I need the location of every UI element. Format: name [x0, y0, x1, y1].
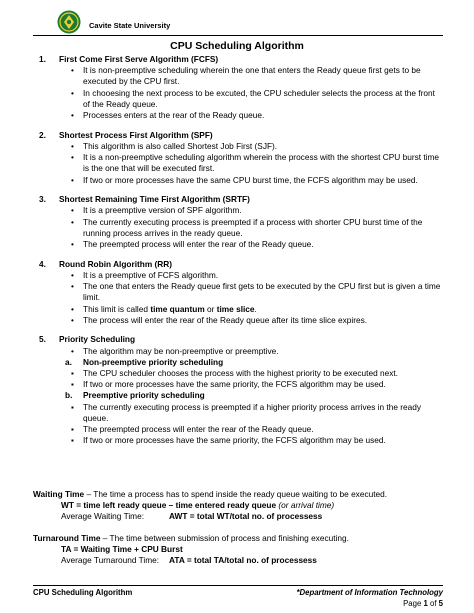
- bullet-item: • This algorithm is also called Shortest Job First (SJF).: [83, 141, 443, 152]
- section-priority: [33, 334, 443, 446]
- bullet-item: • It is a preemptive of FCFS algorithm.: [83, 270, 443, 281]
- bullet-item: • In chooesing the next process to be excuted, the CPU scheduler selects the process at the front of the Ready queue.: [83, 88, 443, 110]
- section-rr: [33, 259, 443, 326]
- turnaround-time-definition: Turnaround Time – The time between submission of process and finishing executing.: [33, 532, 349, 543]
- bullet-item: • Processes enters at the rear of the Ready queue.: [83, 110, 443, 121]
- term-time-slice: time slice: [216, 303, 255, 314]
- university-name: Cavite State University: [89, 21, 171, 30]
- section-heading: Priority Scheduling: [59, 334, 136, 345]
- bullet-item: • It is a non-preemptive scheduling algorithm wherein the process with the shortest CPU burst time is the one that will be executed first.: [83, 152, 443, 174]
- section-fcfs: [33, 54, 443, 121]
- term-time-quantum: time quantum: [150, 303, 205, 314]
- section-heading: Shortest Process First Algorithm (SPF): [59, 129, 213, 140]
- square-bullet-item: ▪ If two or more processes have the same priority, the FCFS algorithm may be used.: [83, 435, 443, 446]
- subsection-letter: b.: [65, 390, 73, 401]
- section-heading: First Come First Serve Algorithm (FCFS): [59, 54, 219, 64]
- subsection-preemptive: [65, 390, 443, 446]
- section-heading: Shortest Remaining Time First Algorithm (SRTF): [59, 194, 250, 205]
- turnaround-time-term: Turnaround Time: [33, 532, 101, 543]
- document-body: [33, 54, 443, 455]
- bullet-item: • The algorithm may be non-preemptive or preemptive.: [83, 346, 443, 357]
- bullet-item: • It is a preemptive version of SPF algorithm.: [83, 205, 443, 216]
- average-waiting-time: Average Waiting Time: AWT = total WT/total no. of processess: [61, 511, 323, 522]
- bullet-item: • The process will enter the rear of the Ready queue after its time slice expires.: [83, 315, 443, 326]
- bullet-item: • The currently executing process is preempted if a process with shorter CPU burst time of the running process arrives in the ready queue.: [83, 217, 443, 239]
- formulas-block: [33, 489, 443, 566]
- subsection-heading: Preemptive priority scheduling: [83, 390, 205, 401]
- footer-divider: [33, 585, 443, 586]
- waiting-time-formula: WT = time left ready queue – time entered ready queue (or arrival time): [61, 500, 335, 511]
- square-bullet-item: ▪ The currently executing process is preempted if a higher priority process arrives in the ready queue.: [83, 402, 443, 424]
- bullet-item: • If two or more processes have the same CPU burst time, the FCFS algorithm may be used.: [83, 175, 443, 186]
- bullet-item: • The preempted process will enter the rear of the Ready queue.: [83, 239, 443, 250]
- section-number: 1.: [39, 54, 46, 64]
- square-bullet-item: ▪ The CPU scheduler chooses the process with the highest priority to be executed next.: [83, 368, 443, 379]
- square-bullet-item: ▪ If two or more processes have the same priority, the FCFS algorithm may be used.: [83, 379, 443, 390]
- turnaround-time-formula: TA = Waiting Time + CPU Burst: [61, 543, 183, 554]
- section-spf: [33, 130, 443, 186]
- bullet-item: • The one that enters the Ready queue first gets to be executed by the CPU first but is given a time limit.: [83, 281, 443, 303]
- bullet-item: • This limit is called time quantum or time slice.: [83, 304, 443, 315]
- bullet-item: • It is non-preemptive scheduling wherein the one that enters the Ready queue first gets to be executed by the CPU first.: [83, 65, 443, 87]
- average-turnaround-time: Average Turnaround Time: ATA = total TA/total no. of processess: [61, 555, 317, 566]
- section-number: 3.: [39, 194, 46, 205]
- footer-doc-title: CPU Scheduling Algorithm: [33, 588, 133, 597]
- university-seal-icon: [57, 10, 81, 34]
- section-number: 2.: [39, 129, 46, 140]
- section-number: 4.: [39, 258, 46, 269]
- page-title: CPU Scheduling Algorithm: [170, 40, 304, 52]
- section-srtf: [33, 194, 443, 250]
- header-divider: [33, 35, 443, 36]
- subsection-heading: Non-preemptive priority scheduling: [83, 356, 224, 367]
- subsection-letter: a.: [65, 356, 72, 367]
- page-header: [33, 6, 443, 36]
- page-number: Page 1 of 5: [403, 599, 443, 608]
- waiting-time-definition: Waiting Time – The time a process has to spend inside the ready queue waiting to be executed.: [33, 489, 388, 499]
- footer-department: *Department of Information Technology: [296, 588, 443, 597]
- section-heading: Round Robin Algorithm (RR): [59, 258, 173, 269]
- section-number: 5.: [39, 334, 46, 345]
- square-bullet-item: ▪ The preempted process will enter the rear of the Ready queue.: [83, 424, 443, 435]
- waiting-time-term: Waiting Time: [33, 489, 85, 499]
- subsection-nonpreemptive: [65, 357, 443, 391]
